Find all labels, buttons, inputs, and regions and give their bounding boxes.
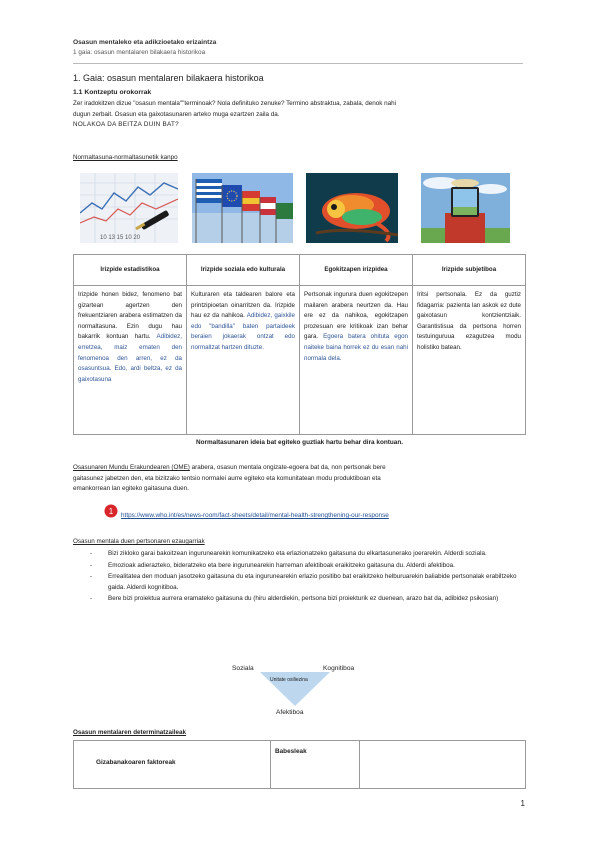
- intro-line-2: dugun zerbait. Osasun eta gaixotasunaren arteko muga ezartzen zaila da.: [73, 110, 280, 118]
- criteria-text: Pertsonak ingurura duen egokitzepen mailaren arabera neurtzen da. Hau ere ez da nahikoa, egokitzapen prozesuan ere kritikoak izan behar gara.: [304, 291, 408, 341]
- determinants-col-empty: [360, 741, 526, 789]
- ome-text: arabera, osasun mentala ongizate-egoera bat da, non pertsonak bere: [189, 464, 386, 471]
- chart-image: [80, 173, 178, 243]
- tablet-person-image: [421, 173, 510, 243]
- flags-image: [192, 173, 293, 243]
- criteria-table: [73, 254, 526, 435]
- criteria-text: Kulturaren eta taldearen balore eta printzipioetan oinarritzen da. Irizpide hau ez da nahikoa.: [191, 291, 295, 320]
- criteria-caption: Normaltasunaren ideia bat egiteko guztiak hartu behar dira kontuan.: [195, 439, 404, 446]
- triangle-label-center: Unitate osiliezina: [270, 677, 308, 683]
- ome-name: Osasunaren Mundu Erakundearen (OME): [73, 464, 190, 471]
- intro-paragraph: [73, 99, 523, 131]
- criteria-header-adaptation: Egokitzapen irizpidea: [300, 255, 413, 286]
- determinants-heading: Osasun mentalaren determinatzaileak: [73, 729, 187, 736]
- ome-paragraph: [73, 463, 523, 495]
- criteria-header-social: Irizpide soziala edo kulturala: [187, 255, 300, 286]
- determinants-table: [73, 740, 526, 789]
- list-item: - Bere bizi proiektua aurrera eramateko gaitasuna du (hiru alderdiekin, pertsona bizi proiekturik ez duenean, arazo bat da, adibidez psikosian): [90, 594, 526, 605]
- criteria-cell-statistical: [74, 286, 187, 435]
- header-divider: [73, 63, 523, 64]
- note-marker-icon[interactable]: [104, 504, 118, 518]
- header-topic: 1 gaia: osasun mentalaren bilakaera historikoa: [73, 49, 206, 56]
- triangle-label-social: Soziala: [232, 665, 254, 672]
- characteristics-heading: Osasun mentala duen pertsonaren ezaugarriak: [73, 538, 205, 545]
- page-number: 1: [520, 799, 525, 808]
- ome-line-2: gaitasunez jabetzen den, eta bizitzako tentsio normalei aurre egiteko eta komunitatean modu produktiboan eta: [73, 474, 381, 482]
- who-link[interactable]: https://www.who.int/es/news-room/fact-sheets/detail/mental-health-strengthening-our-response: [121, 512, 389, 519]
- normality-heading: Normaltasuna-normaltasunetik kanpo: [73, 154, 178, 161]
- criteria-example: Egoera batera ohituta egon naiteke baina horrek ez du esan nahi normala dela.: [304, 333, 408, 362]
- criteria-example: Adibidez, gaixkile edo "bandilla" baten partaideek beraien jokaerak ontzat edo normaltzat hartzen dituzte.: [191, 312, 295, 351]
- triangle-label-cognitive: Kognitiboa: [323, 665, 355, 672]
- ome-line-1: [73, 463, 523, 474]
- criteria-cell-social: [187, 286, 300, 435]
- criteria-text: Irizpide honen bidez, fenomeno bat gizartean agertzen den frekuentziaren arabera estimatzen da normaltasuna. Ezin dugu hau bakarrik kontuan hartu.: [78, 291, 182, 341]
- ome-line-3: emankorrean lan egiteko gaitasuna duen.: [73, 485, 189, 492]
- criteria-cell-subjective: [413, 286, 526, 435]
- header-course-title: Osasun mentaleko eta adikzioetako erizaintza: [73, 39, 217, 46]
- determinants-row-label: Gizabanakoaren faktoreak: [74, 741, 271, 789]
- list-item: - Emozioak adierazteko, bideratzeko eta bere ingurunearekin harreman afektiboak eraikitzeko gaitasuna du. Alderdi afektiboa.: [90, 561, 526, 572]
- intro-line-1: Zer iradokitzen dizue "osasun mentala""terminoak? Nola definituko zenuke? Termino abstraktua, zabala, denok nahi: [73, 100, 397, 107]
- chameleon-image: [306, 173, 398, 243]
- criteria-header-statistical: Irizpide estadistikoa: [74, 255, 187, 286]
- determinants-col-protective: Babesleak: [271, 741, 360, 789]
- criteria-text: Iritsi pertsonala. Ez da guztiz fidagarria: pazienta lan askok ez dute gaixotasun kontzientziaik. Garantistisua da pertsona horren testuinguruua ezagutzea modu holistiko batean.: [417, 291, 521, 351]
- svg-text:10 13 15 10 20: 10 13 15 10 20: [100, 235, 141, 241]
- criteria-cell-adaptation: [300, 286, 413, 435]
- section-heading: 1.1 Kontzeptu orokorrak: [73, 89, 152, 96]
- list-item: - Bizi zikloko garai bakoitzean ingurunearekin komunikatzeko eta erlazionatzeko gaitasuna du elkartasunerako joerarekin. Alderdi soziala.: [90, 549, 526, 560]
- triangle-label-affective: Afektiboa: [276, 709, 304, 716]
- criteria-header-subjective: Irizpide subjetiboa: [413, 255, 526, 286]
- criteria-example: Adibidez, erretzea, maiz ematen den fenomenoa den arren, ez da osasuntsua. Edo, ardi beltza, ez da gaixotasuna: [78, 333, 182, 383]
- characteristics-list: [90, 549, 526, 606]
- page-title: 1. Gaia: osasun mentalaren bilakaera historikoa: [73, 73, 264, 83]
- note-marker-number: 1: [108, 507, 114, 516]
- intro-question: NOLAKOA DA BEITZA DUIN BAT?: [73, 121, 179, 128]
- list-item: - Errealitatea den moduan jasotzeko gaitasuna du eta ingurunearekin erlazio positibo bat eraikitzeko helburuarekin baliabide pertsonalak erabiltzeko gaida. Alderdi kognitiboa.: [90, 572, 526, 593]
